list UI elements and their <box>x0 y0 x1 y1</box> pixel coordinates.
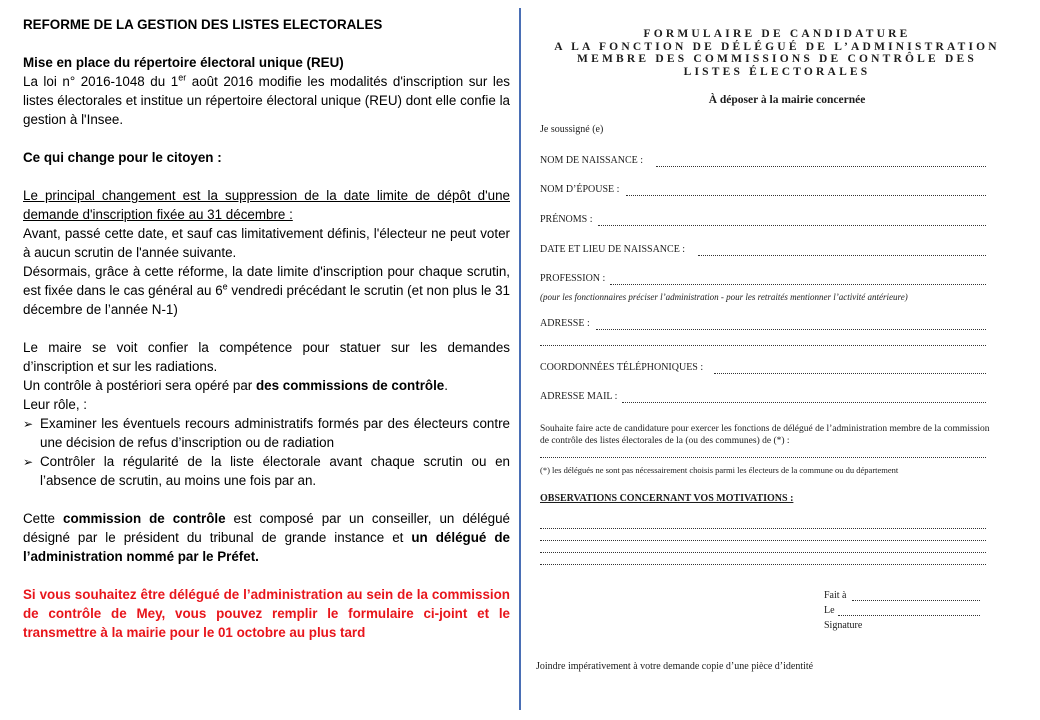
role-label: Leur rôle, : <box>23 397 88 412</box>
telephone-label: COORDONNÉES TÉLÉPHONIQUES : <box>540 362 704 373</box>
profession-field[interactable] <box>610 284 986 285</box>
bullet-item: ➢ Contrôler la régularité de la liste électorale avant chaque scrutin ou en l’absence de scrutin, au moins une fois par an. <box>23 454 510 488</box>
main-change-text: Le principal changement est la suppression de la date limite de dépôt d'une demande d'inscription fixée au 31 décembre : <box>23 188 510 222</box>
le-label: Le <box>824 605 835 616</box>
page-title: REFORME DE LA GESTION DES LISTES ELECTORALES <box>23 17 383 32</box>
left-column <box>23 15 510 642</box>
reu-heading: Mise en place du répertoire électoral unique (REU) <box>23 55 344 70</box>
souhaite-text: Souhaite faire acte de candidature pour exercer les fonctions de délégué de l’administration membre de la commission de contrôle des listes électorales de la (ou des communes) de (*) : <box>540 424 990 446</box>
nom-epouse-label: NOM D’ÉPOUSE : <box>540 184 620 195</box>
mail-field[interactable] <box>622 402 986 403</box>
observations-heading: OBSERVATIONS CONCERNANT VOS MOTIVATIONS : <box>540 493 794 504</box>
adresse-field[interactable] <box>596 329 986 330</box>
observations-line[interactable] <box>540 552 986 553</box>
observations-line[interactable] <box>540 528 986 529</box>
candidature-form <box>522 0 1040 720</box>
profession-label: PROFESSION : <box>540 273 606 284</box>
fait-a-field[interactable] <box>852 600 980 601</box>
observations-line[interactable] <box>540 540 986 541</box>
observations-line[interactable] <box>540 564 986 565</box>
bullet-item: ➢ Examiner les éventuels recours administratifs formés par des électeurs contre une décision de refus d’inscription ou de radiation <box>23 416 510 450</box>
telephone-field[interactable] <box>714 373 986 374</box>
joindre-text: Joindre impérativement à votre demande copie d’une pièce d’identité <box>536 661 814 672</box>
control-text: Un contrôle à postériori sera opéré par des commissions de contrôle. <box>23 378 448 393</box>
prenoms-field[interactable] <box>598 225 986 226</box>
mail-label: ADRESSE MAIL : <box>540 391 618 402</box>
signature-label: Signature <box>824 620 863 631</box>
profession-note: (pour les fonctionnaires préciser l’administration - pour les retraités mentionner l’activité antérieure) <box>540 292 908 302</box>
commission-text: Cette commission de contrôle est composé par un conseiller, un délégué désigné par le président du tribunal de grande instance et un délégué de l’administration nommé par le Préfet. <box>23 511 510 564</box>
nom-label: NOM DE NAISSANCE : <box>540 155 644 166</box>
nom-epouse-field[interactable] <box>626 195 986 196</box>
arrow-bullet-icon: ➢ <box>23 455 34 469</box>
footnote-text: (*) les délégués ne sont pas nécessairement choisis parmi les électeurs de la commune ou du département <box>540 465 899 475</box>
naissance-label: DATE ET LIEU DE NAISSANCE : <box>540 244 686 255</box>
call-to-action: Si vous souhaitez être délégué de l’administration au sein de la commission de contrôle de Mey, vous pouvez remplir le formulaire ci-joint et le transmettre à la mairie pour le 01 octobre au plus tard <box>23 587 510 640</box>
prenoms-label: PRÉNOMS : <box>540 214 593 225</box>
column-divider <box>519 8 521 710</box>
adresse-field-2[interactable] <box>540 345 986 346</box>
intro-paragraph: La loi n° 2016-1048 du 1er août 2016 modifie les modalités d'inscription sur les listes électorales et institue un répertoire électoral unique (REU) dont elle confie la gestion à l'Insee. <box>23 72 510 127</box>
fait-a-label: Fait à <box>824 590 847 601</box>
naissance-field[interactable] <box>698 255 986 256</box>
arrow-bullet-icon: ➢ <box>23 417 34 431</box>
form-subtitle: À déposer à la mairie concernée <box>708 94 866 106</box>
le-field[interactable] <box>838 615 980 616</box>
soussigne-label: Je soussigné (e) <box>540 124 604 135</box>
now-text: Désormais, grâce à cette réforme, la date limite d'inscription pour chaque scrutin, est fixée dans le cas général au 6e vendredi précédant le scrutin (et non plus le 31 décembre de l’année N-1) <box>23 264 511 317</box>
adresse-label: ADRESSE : <box>540 318 590 329</box>
before-text: Avant, passé cette date, et sauf cas limitativement définis, l'électeur ne peut voter à aucun scrutin de l'année suivante. <box>23 226 510 260</box>
form-header: FORMULAIRE DE CANDIDATURE A LA FONCTION DE DÉLÉGUÉ DE L’ADMINISTRATION MEMBRE DES COMMISSIONS DE CONTRÔLE DES LISTES ÉLECTORALES <box>554 28 1000 78</box>
communes-field[interactable] <box>540 457 986 458</box>
mayor-text: Le maire se voit confier la compétence pour statuer sur les demandes d’inscription et sur les radiations. <box>23 340 510 374</box>
citizen-heading: Ce qui change pour le citoyen : <box>23 150 222 165</box>
nom-field[interactable] <box>656 166 986 167</box>
